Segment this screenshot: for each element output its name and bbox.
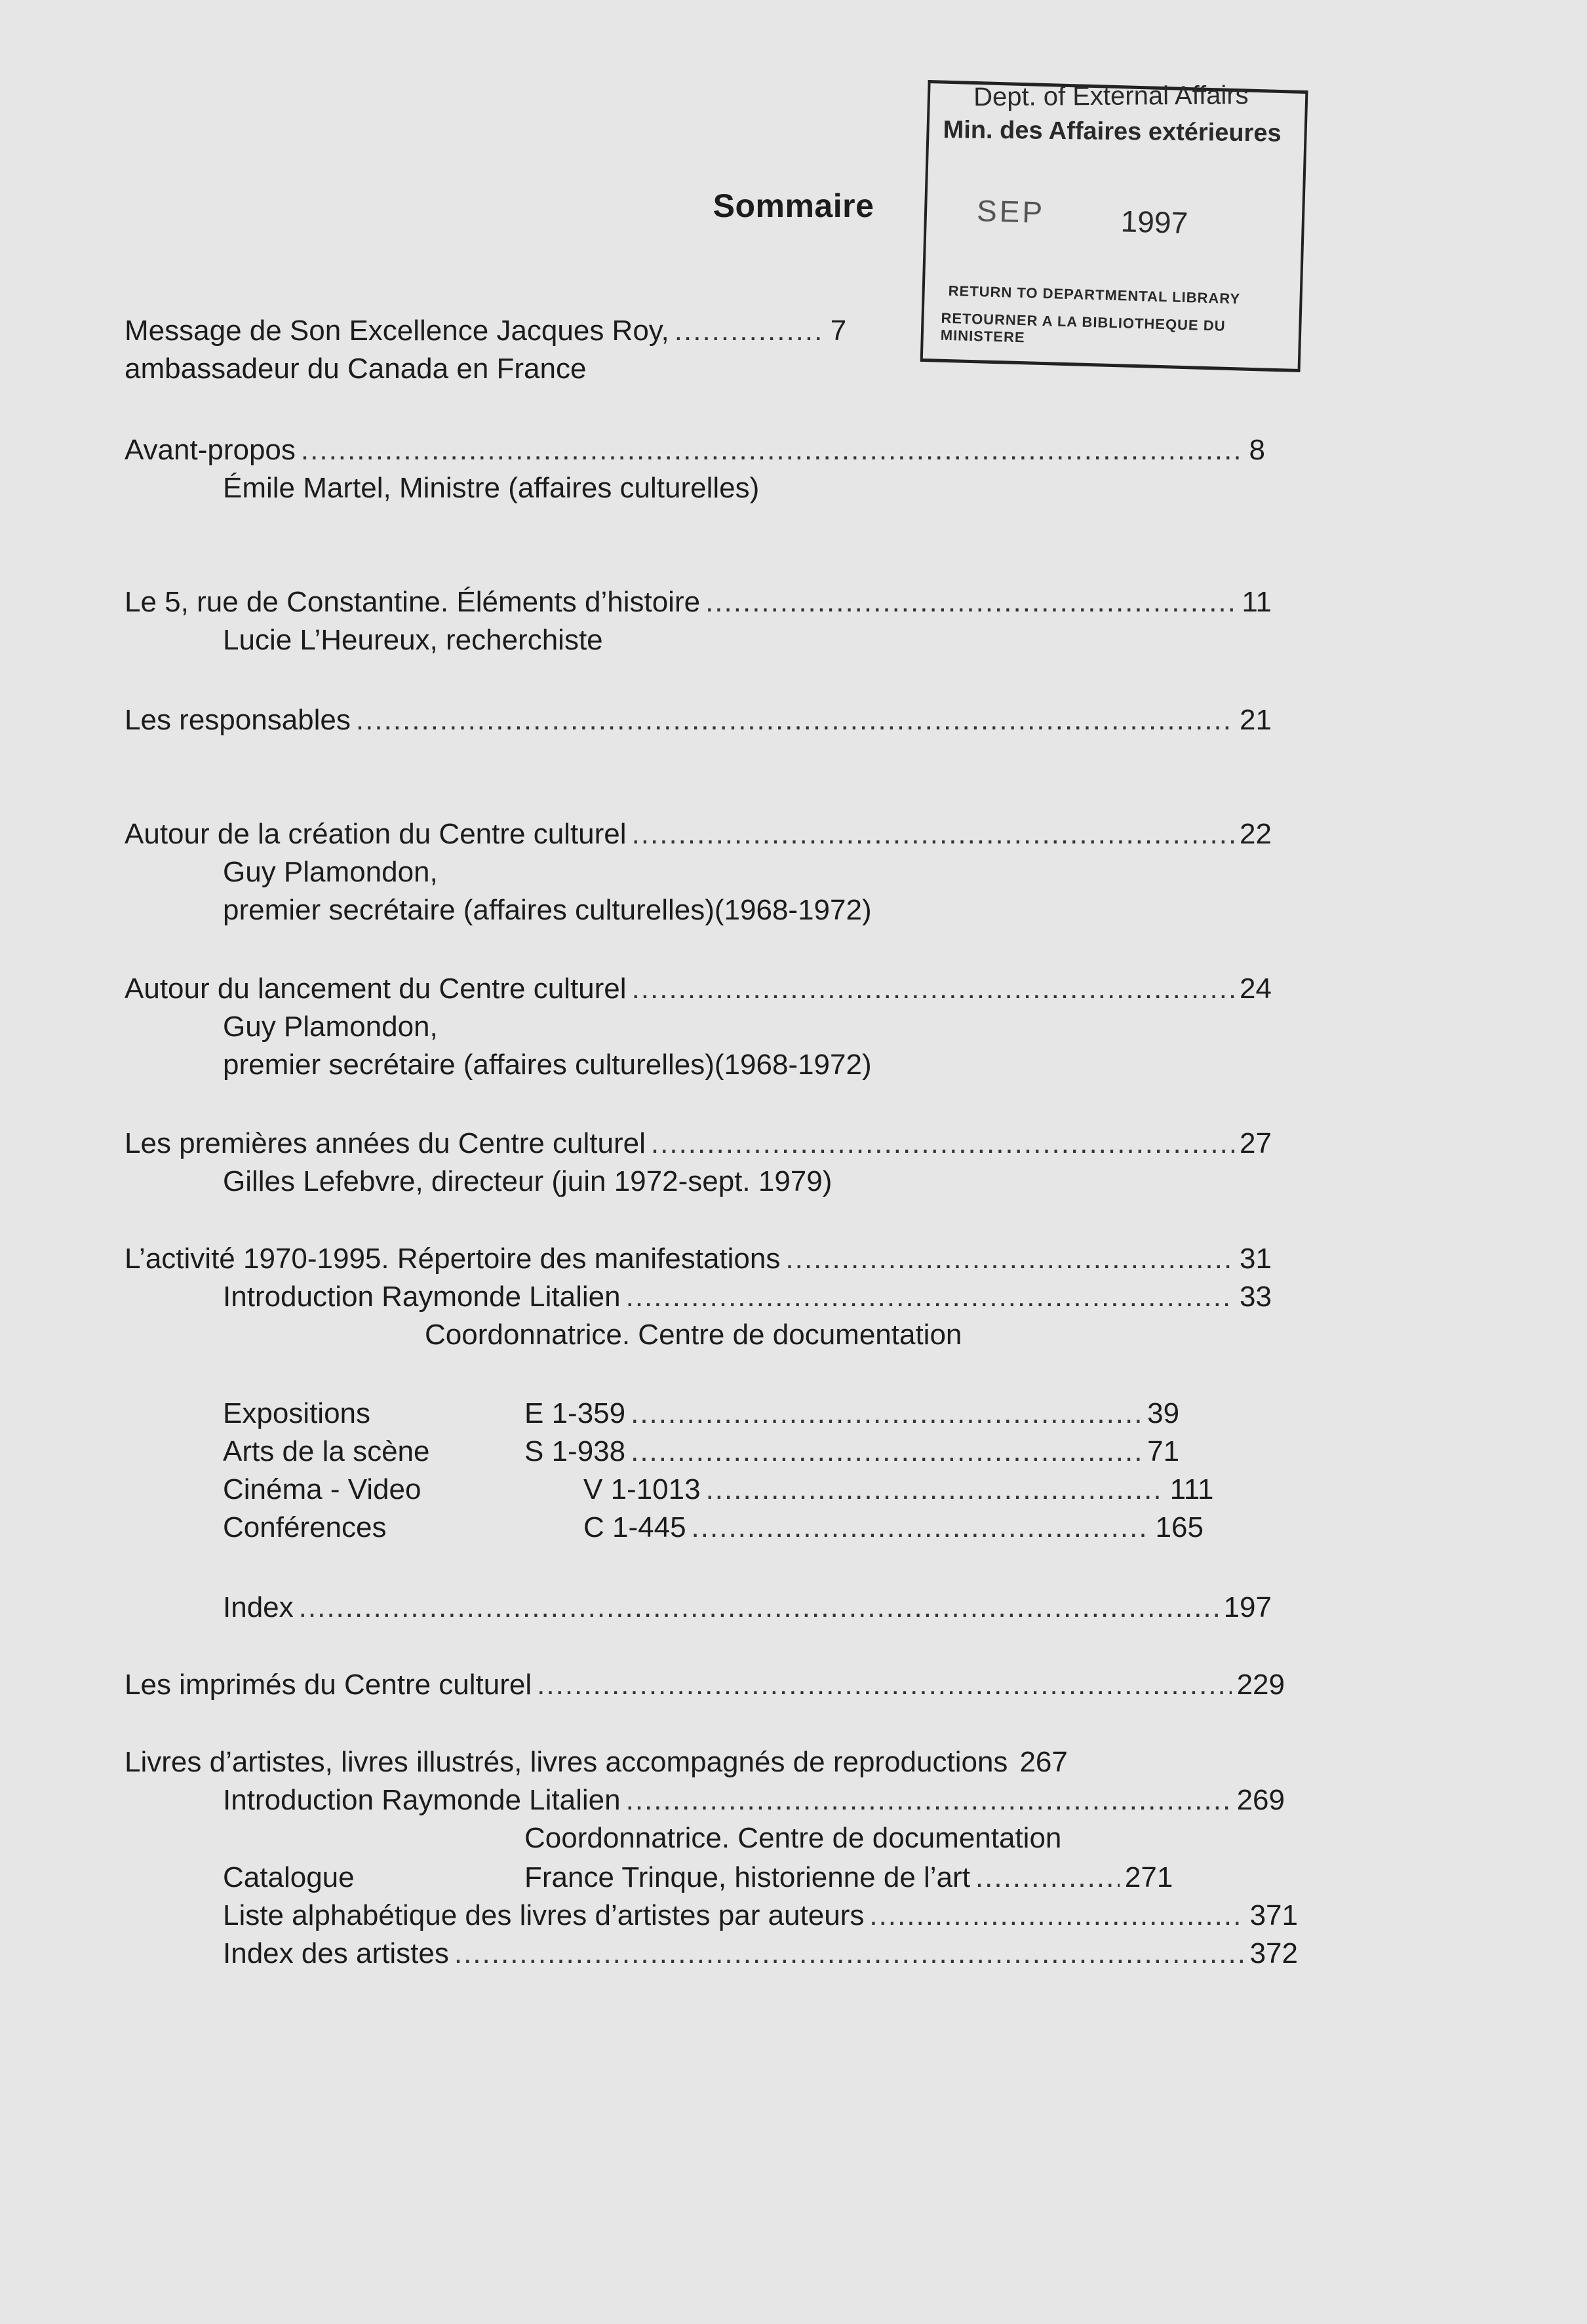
toc-entry-intro2: Introduction Raymonde Litalien ..... 269 [223,1781,1285,1819]
page-title: Sommaire [713,187,874,224]
toc-entry-imprimes: Les imprimés du Centre culturel ..... 229 [125,1666,1285,1704]
toc-entry-index-artistes: Index des artistes ..... 372 [223,1935,1298,1973]
toc-sub-premieres: Gilles Lefebvre, directeur (juin 1972-sept. 1979) [223,1165,833,1197]
toc-sub-message: ambassadeur du Canada en France [125,353,587,385]
toc-sub-intro2: Coordonnatrice. Centre de documentation [524,1822,1062,1854]
toc-entry-activite: L’activité 1970-1995. Répertoire des manifestations ..... 31 [125,1240,1272,1278]
toc-entry-livres: Livres d’artistes, livres illustrés, livres accompagnés de reproductions 267 [125,1746,1068,1778]
toc-sub-intro1: Coordonnatrice. Centre de documentation [425,1319,962,1351]
toc-entry-catalogue-author: France Trinque, historienne de l’art ..... 271 [524,1859,1298,1897]
stamp-line-min: Min. des Affaires extérieures [943,116,1282,147]
toc-entry-avant-propos: Avant-propos ..... 8 [125,431,1265,469]
toc-entry-catalogue: Catalogue [223,1861,355,1893]
toc-entry-intro1: Introduction Raymonde Litalien ..... 33 [223,1278,1272,1316]
stamp-retourner-line: RETOURNER A LA BIBLIOTHEQUE DU MINISTERE [940,309,1226,346]
stamp-return-line: RETURN TO DEPARTMENTAL LIBRARY [948,282,1241,307]
stamp-month: SEP [976,193,1046,230]
toc-sub-lancement-author: Guy Plamondon, [223,1011,438,1043]
toc-entry-liste: Liste alphabétique des livres d’artistes par auteurs ..... 371 [223,1897,1298,1935]
toc-sub-lancement-role: premier secrétaire (affaires culturelles)(1968-1972) [223,1049,872,1081]
stamp-year: 1997 [1120,204,1188,241]
toc-entry-responsables: Les responsables ..... 21 [125,701,1272,739]
toc-entry-expositions-range: E 1-359 ..... 39 [524,1395,1272,1433]
toc-entry-cinema-range: V 1-1013 ..... 111 [583,1471,1272,1509]
toc-entry-message: Message de Son Excellence Jacques Roy, ..... 7 [125,312,1239,350]
toc-sub-creation-role: premier secrétaire (affaires culturelles)(1968-1972) [223,894,872,926]
toc-sub-avant-propos: Émile Martel, Ministre (affaires culturelles) [223,472,760,504]
toc-entry-conferences: Conférences [223,1511,387,1543]
toc-entry-constantine: Le 5, rue de Constantine. Éléments d’histoire ..... 11 [125,583,1272,621]
toc-entry-expositions: Expositions [223,1397,371,1429]
toc-sub-constantine: Lucie L’Heureux, recherchiste [223,624,603,656]
toc-entry-lancement: Autour du lancement du Centre culturel ..... 24 [125,970,1272,1008]
stamp-line-dept: Dept. of External Affairs [973,81,1249,112]
toc-entry-scene-range: S 1-938 ..... 71 [524,1433,1272,1471]
toc-entry-conferences-range: C 1-445 ..... 165 [583,1509,1272,1547]
toc-entry-index: Index ..... 197 [223,1589,1272,1627]
toc-entry-premieres: Les premières années du Centre culturel ..... 27 [125,1125,1272,1163]
toc-entry-cinema: Cinéma - Video [223,1473,421,1505]
toc-entry-scene: Arts de la scène [223,1435,430,1467]
toc-sub-creation-author: Guy Plamondon, [223,856,438,888]
toc-entry-creation: Autour de la création du Centre culturel ..... 22 [125,815,1272,853]
